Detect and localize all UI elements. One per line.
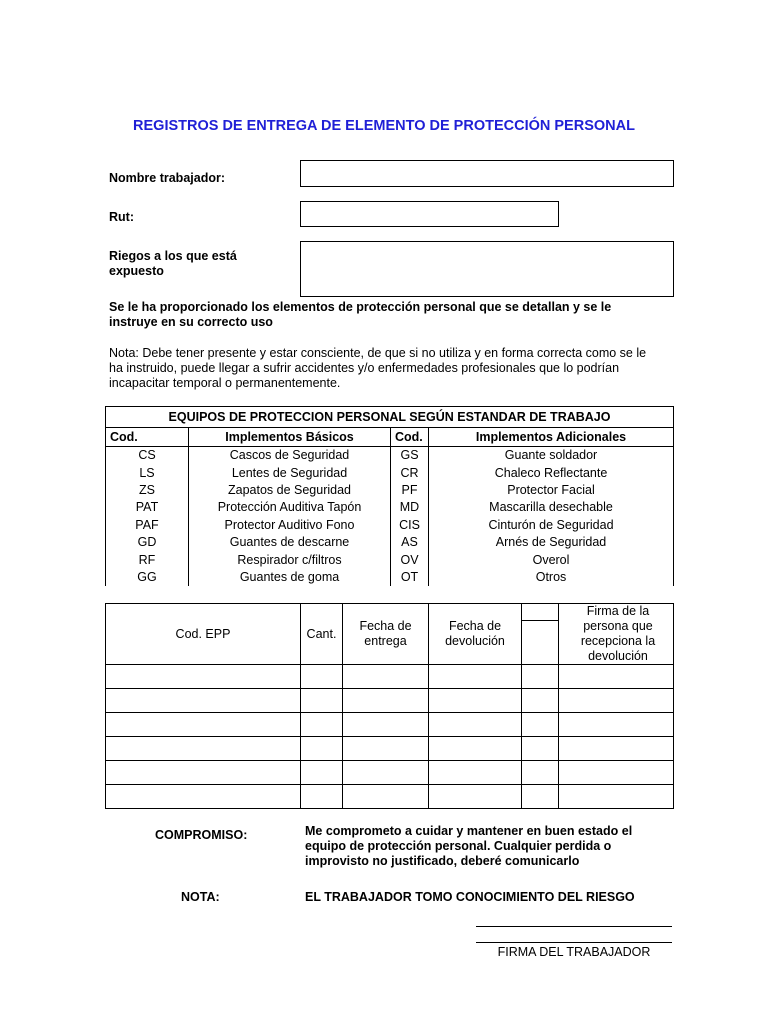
cell-input[interactable] [429,689,522,713]
cell-input[interactable] [343,761,429,785]
epp-table [105,406,674,586]
cell-basico: Protector Auditivo Fono [189,517,391,534]
statement-line1: Se le ha proporcionado los elementos de protección personal que se detallan y se le [109,300,612,314]
cell-cod: RF [106,551,189,568]
col-fecha-devolucion [429,604,522,665]
cell-basico: Guantes de goma [189,569,391,586]
cell-input[interactable] [559,737,674,761]
signature-line[interactable] [476,942,672,943]
nota-line1: Nota: Debe tener presente y estar consciente, de que si no utiliza y en forma correcta como se le [109,346,647,360]
epp-table-header: EQUIPOS DE PROTECCION PERSONAL SEGÚN ESTANDAR DE TRABAJO [106,407,674,428]
cell-input[interactable] [559,713,674,737]
cell-adicional: Arnés de Seguridad [429,534,674,551]
cell-input[interactable] [343,785,429,809]
riesgos-label-line2: expuesto [109,264,164,278]
page-title: REGISTROS DE ENTREGA DE ELEMENTO DE PROTECCIÓN PERSONAL [133,118,635,134]
cell-input[interactable] [301,737,343,761]
cell-input[interactable] [559,665,674,689]
col-cant: Cant. [301,604,343,665]
table-row [106,737,674,761]
cell-input[interactable] [429,713,522,737]
cell-input[interactable] [301,689,343,713]
cell-input[interactable] [106,689,301,713]
riesgos-field[interactable] [300,241,674,297]
cell-input[interactable] [301,713,343,737]
table-row [106,447,674,465]
col-fecha-entrega-line1: Fecha de [359,619,412,633]
cell-cod2: GS [391,447,429,465]
col-cod2: Cod. [391,428,429,447]
cell-cod2: PF [391,482,429,499]
cell-input[interactable] [106,665,301,689]
cell-basico: Guantes de descarne [189,534,391,551]
cell-adicional: Guante soldador [429,447,674,465]
cell-input[interactable] [301,761,343,785]
cell-input[interactable] [522,689,559,713]
col-firma-line2: persona que [583,619,653,633]
signature-line-upper [476,926,672,927]
cell-input[interactable] [559,761,674,785]
cell-input[interactable] [429,785,522,809]
table-row [106,665,674,689]
col-fecha-entrega-line2: entrega [364,634,407,648]
riesgos-label [109,249,237,279]
cell-cod: GD [106,534,189,551]
cell-input[interactable] [106,761,301,785]
compromiso-line2: equipo de protección personal. Cualquier perdida o [305,839,612,853]
cell-input[interactable] [343,665,429,689]
cell-input[interactable] [343,713,429,737]
cell-input[interactable] [522,737,559,761]
col-fecha-devolucion-line1: Fecha de [448,619,502,633]
cell-basico: Respirador c/filtros [189,551,391,568]
nota-paragraph [109,346,689,391]
cell-input[interactable] [429,761,522,785]
cell-cod2: AS [391,534,429,551]
registro-table [105,603,674,809]
cell-input[interactable] [522,761,559,785]
col-cod: Cod. [106,428,189,447]
cell-cod: GG [106,569,189,586]
cell-input[interactable] [559,689,674,713]
statement-line2: instruye en su correcto uso [109,315,273,329]
nota-line3: incapacitar temporal o permanentemente. [109,376,341,390]
cell-cod: LS [106,464,189,481]
table-row [106,482,674,499]
table-row [106,464,674,481]
cell-input[interactable] [522,665,559,689]
cell-input[interactable] [429,737,522,761]
table-row [106,713,674,737]
cell-cod2: CR [391,464,429,481]
nombre-label: Nombre trabajador: [109,171,225,185]
cell-input[interactable] [522,713,559,737]
cell-cod: CS [106,447,189,465]
compromiso-line3: improvisto no justificado, deberé comunicarlo [305,854,580,868]
table-row [106,551,674,568]
col-firma [559,604,674,665]
compromiso-label: COMPROMISO: [155,828,248,842]
table-row [106,534,674,551]
col-blank [522,604,559,665]
col-adicionales: Implementos Adicionales [429,428,674,447]
col-cod-epp: Cod. EPP [106,604,301,665]
cell-cod2: OT [391,569,429,586]
firma-trabajador-label: FIRMA DEL TRABAJADOR [497,945,651,959]
cell-input[interactable] [429,665,522,689]
col-firma-line4: devolución [588,649,648,663]
table-row [106,761,674,785]
cell-input[interactable] [106,785,301,809]
nota2-text: EL TRABAJADOR TOMO CONOCIMIENTO DEL RIESGO [305,890,635,904]
cell-input[interactable] [301,785,343,809]
cell-adicional: Protector Facial [429,482,674,499]
col-basicos: Implementos Básicos [189,428,391,447]
cell-input[interactable] [301,665,343,689]
cell-input[interactable] [559,785,674,809]
nota2-label: NOTA: [181,890,220,904]
table-row [106,517,674,534]
riesgos-label-line1: Riegos a los que está [109,249,237,263]
table-row [106,785,674,809]
cell-cod2: OV [391,551,429,568]
col-fecha-entrega [343,604,429,665]
cell-input[interactable] [343,737,429,761]
cell-input[interactable] [106,737,301,761]
cell-basico: Protección Auditiva Tapón [189,499,391,516]
compromiso-text [305,824,685,869]
nombre-field[interactable] [300,160,674,187]
table-row [106,689,674,713]
cell-basico: Lentes de Seguridad [189,464,391,481]
col-firma-line3: recepciona la [580,634,656,648]
cell-cod: PAF [106,517,189,534]
col-fecha-devolucion-line2: devolución [445,634,505,648]
cell-adicional: Mascarilla desechable [429,499,674,516]
cell-cod2: CIS [391,517,429,534]
table-row [106,499,674,516]
cell-cod: ZS [106,482,189,499]
cell-basico: Cascos de Seguridad [189,447,391,465]
compromiso-line1: Me comprometo a cuidar y mantener en buen estado el [305,824,633,838]
cell-input[interactable] [522,785,559,809]
statement [109,300,669,330]
col-firma-line1: Firma de la [586,604,650,618]
cell-cod2: MD [391,499,429,516]
table-row [106,569,674,586]
cell-cod: PAT [106,499,189,516]
cell-adicional: Chaleco Reflectante [429,464,674,481]
cell-input[interactable] [343,689,429,713]
cell-adicional: Overol [429,551,674,568]
rut-field[interactable] [300,201,559,227]
cell-basico: Zapatos de Seguridad [189,482,391,499]
nota-line2: ha instruido, puede llegar a sufrir accidentes y/o enfermedades profesionales que lo podrían [109,361,620,375]
cell-adicional: Otros [429,569,674,586]
cell-adicional: Cinturón de Seguridad [429,517,674,534]
cell-input[interactable] [106,713,301,737]
rut-label: Rut: [109,210,134,224]
